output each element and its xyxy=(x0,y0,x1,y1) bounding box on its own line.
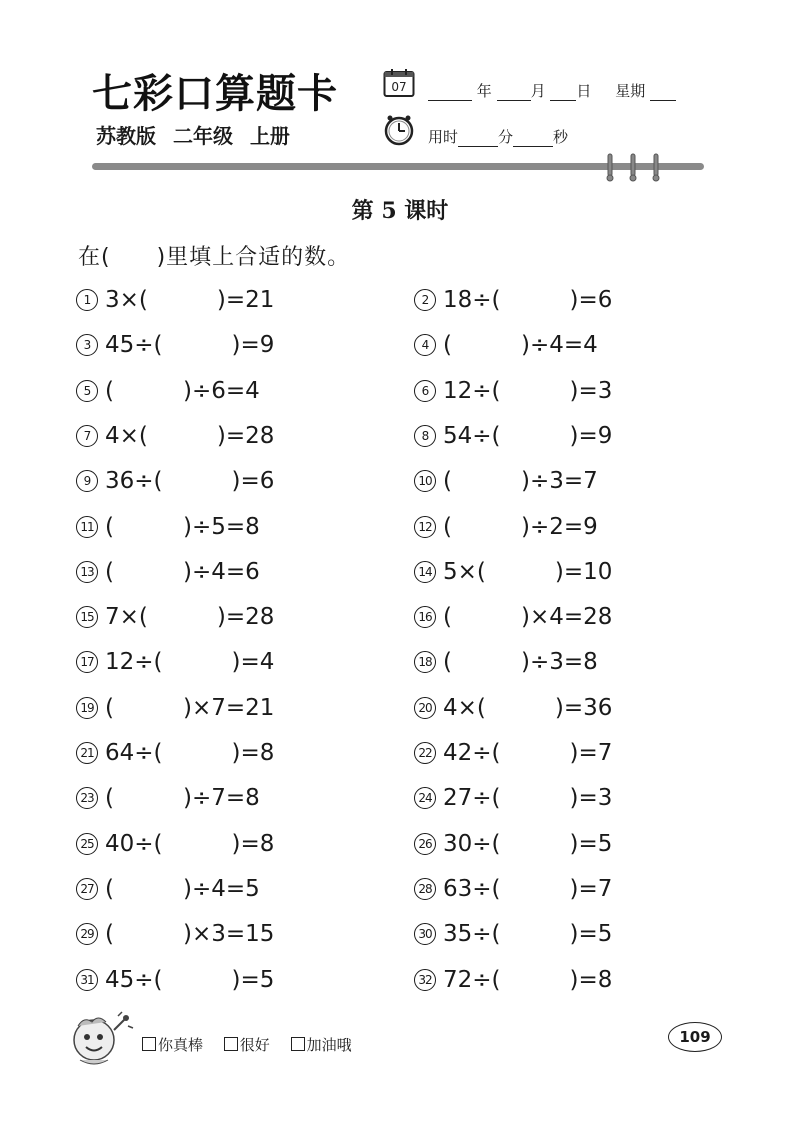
problem-item[interactable] xyxy=(76,330,274,360)
problem-item[interactable] xyxy=(76,693,274,723)
checkbox-icon[interactable] xyxy=(142,1037,156,1051)
problem-item[interactable] xyxy=(414,285,612,315)
problem-item[interactable] xyxy=(76,783,260,813)
problem-item[interactable] xyxy=(76,738,274,768)
problem-number: 29 xyxy=(76,923,98,945)
problem-item[interactable] xyxy=(414,965,612,995)
problem-number: 11 xyxy=(76,516,98,538)
problem-item[interactable] xyxy=(414,602,612,632)
problem-expression: 42÷( )=7 xyxy=(443,740,613,766)
clock-icon xyxy=(383,114,415,146)
problem-expression: 18÷( )=6 xyxy=(443,287,613,313)
problem-expression: ( )÷4=5 xyxy=(105,875,260,902)
problem-item[interactable] xyxy=(414,829,612,859)
problem-number: 16 xyxy=(414,606,436,628)
problem-expression: ( )÷4=4 xyxy=(443,332,598,359)
problem-expression: 72÷( )=8 xyxy=(443,966,613,993)
problem-item[interactable] xyxy=(414,466,598,496)
problem-number: 21 xyxy=(76,742,98,764)
problem-item[interactable] xyxy=(414,647,598,677)
problem-number: 1 xyxy=(76,289,98,311)
problem-item[interactable] xyxy=(76,919,274,949)
weekday-blank[interactable] xyxy=(650,84,676,101)
problem-item[interactable] xyxy=(76,421,274,451)
problem-expression: 12÷( )=4 xyxy=(105,649,275,676)
problem-expression: 4×( )=36 xyxy=(443,694,613,721)
problem-expression: 40÷( )=8 xyxy=(105,830,275,857)
problem-item[interactable] xyxy=(76,829,274,859)
calendar-number: 07 xyxy=(391,80,407,94)
book-subtitle xyxy=(96,120,290,149)
problem-expression: ( )×3=15 xyxy=(105,921,275,948)
checkbox-icon[interactable] xyxy=(291,1037,305,1051)
date-line: 年 月 日 星期 xyxy=(428,80,676,101)
problem-item[interactable] xyxy=(414,919,612,949)
problem-item[interactable] xyxy=(76,466,274,496)
minute-blank[interactable] xyxy=(458,130,498,147)
calendar-icon xyxy=(383,68,415,98)
problem-expression: 45÷( )=9 xyxy=(105,332,275,359)
problem-number: 26 xyxy=(414,833,436,855)
problem-number: 20 xyxy=(414,697,436,719)
problem-expression: ( )÷7=8 xyxy=(105,785,260,812)
badge-keep-going[interactable]: 加油哦 xyxy=(291,1036,352,1054)
problem-expression: ( )×7=21 xyxy=(105,694,275,721)
second-blank[interactable] xyxy=(513,130,553,147)
problem-item[interactable] xyxy=(414,376,612,406)
problem-expression: ( )÷3=8 xyxy=(443,649,598,676)
problem-expression: 64÷( )=8 xyxy=(105,740,275,766)
problem-item[interactable] xyxy=(76,557,260,587)
volume-label: 上册 xyxy=(249,124,290,148)
problem-number: 19 xyxy=(76,697,98,719)
problem-number: 32 xyxy=(414,969,436,991)
problem-number: 17 xyxy=(76,651,98,673)
problem-expression: 36÷( )=6 xyxy=(105,468,275,495)
problem-item[interactable] xyxy=(414,874,612,904)
problem-number: 7 xyxy=(76,425,98,447)
problem-item[interactable] xyxy=(414,512,598,542)
rating-badges xyxy=(142,1034,368,1055)
problem-number: 5 xyxy=(76,380,98,402)
badge-great[interactable]: 你真棒 xyxy=(142,1036,203,1054)
problem-number: 10 xyxy=(414,470,436,492)
problem-item[interactable] xyxy=(76,647,274,677)
problem-number: 3 xyxy=(76,334,98,356)
problem-number: 9 xyxy=(76,470,98,492)
problem-item[interactable] xyxy=(76,602,274,632)
problem-item[interactable] xyxy=(414,738,612,768)
problem-expression: 4×( )=28 xyxy=(105,422,275,449)
day-blank[interactable] xyxy=(550,84,576,101)
problem-number: 22 xyxy=(414,742,436,764)
problem-expression: 3×( )=21 xyxy=(105,287,275,313)
problem-expression: ( )×4=28 xyxy=(443,604,613,631)
checkbox-icon[interactable] xyxy=(224,1037,238,1051)
problem-number: 28 xyxy=(414,878,436,900)
problem-number: 18 xyxy=(414,651,436,673)
problem-expression: ( )÷3=7 xyxy=(443,468,598,495)
problem-number: 23 xyxy=(76,787,98,809)
mascot-illustration xyxy=(66,1010,136,1070)
problem-number: 2 xyxy=(414,289,436,311)
lesson-title: 第 5 课时 xyxy=(351,198,449,224)
problem-expression: ( )÷2=9 xyxy=(443,513,598,540)
problem-number: 8 xyxy=(414,425,436,447)
badge-good[interactable]: 很好 xyxy=(224,1036,270,1054)
problem-expression: ( )÷6=4 xyxy=(105,377,260,404)
problem-item[interactable] xyxy=(76,285,274,315)
problem-item[interactable] xyxy=(414,693,612,723)
problem-item[interactable] xyxy=(76,512,260,542)
problem-expression: 27÷( )=3 xyxy=(443,785,613,812)
problem-expression: 45÷( )=5 xyxy=(105,966,275,993)
problem-number: 24 xyxy=(414,787,436,809)
year-blank[interactable] xyxy=(428,84,472,101)
problem-expression: ( )÷5=8 xyxy=(105,513,260,540)
month-blank[interactable] xyxy=(497,84,531,101)
problem-item[interactable] xyxy=(414,421,612,451)
problem-expression: 12÷( )=3 xyxy=(443,377,613,404)
problem-item[interactable] xyxy=(414,330,598,360)
problem-item[interactable] xyxy=(76,965,274,995)
grade-label: 二年级 xyxy=(172,124,233,148)
problem-number: 31 xyxy=(76,969,98,991)
problem-number: 4 xyxy=(414,334,436,356)
problem-number: 6 xyxy=(414,380,436,402)
problem-number: 30 xyxy=(414,923,436,945)
edition-label: 苏教版 xyxy=(96,124,156,148)
problem-expression: 35÷( )=5 xyxy=(443,921,613,948)
problem-expression: 54÷( )=9 xyxy=(443,422,613,449)
problem-number: 13 xyxy=(76,561,98,583)
problem-expression: 63÷( )=7 xyxy=(443,875,613,902)
logo-title: 七彩口算题卡 xyxy=(92,70,338,117)
problem-item[interactable] xyxy=(76,874,260,904)
ring-binder-pins xyxy=(600,152,670,182)
problem-number: 15 xyxy=(76,606,98,628)
instruction-text: 在( )里填上合适的数。 xyxy=(78,245,351,270)
problem-number: 14 xyxy=(414,561,436,583)
problem-expression: 30÷( )=5 xyxy=(443,830,613,857)
page-number: 109 xyxy=(668,1022,722,1052)
problem-item[interactable] xyxy=(414,783,612,813)
problem-item[interactable] xyxy=(76,376,260,406)
problem-expression: 7×( )=28 xyxy=(105,604,275,631)
problem-number: 27 xyxy=(76,878,98,900)
problem-number: 12 xyxy=(414,516,436,538)
time-line: 用时 分 秒 xyxy=(428,128,569,146)
problem-expression: ( )÷4=6 xyxy=(105,558,260,585)
problem-number: 25 xyxy=(76,833,98,855)
problem-item[interactable] xyxy=(414,557,612,587)
problem-expression: 5×( )=10 xyxy=(443,558,613,585)
